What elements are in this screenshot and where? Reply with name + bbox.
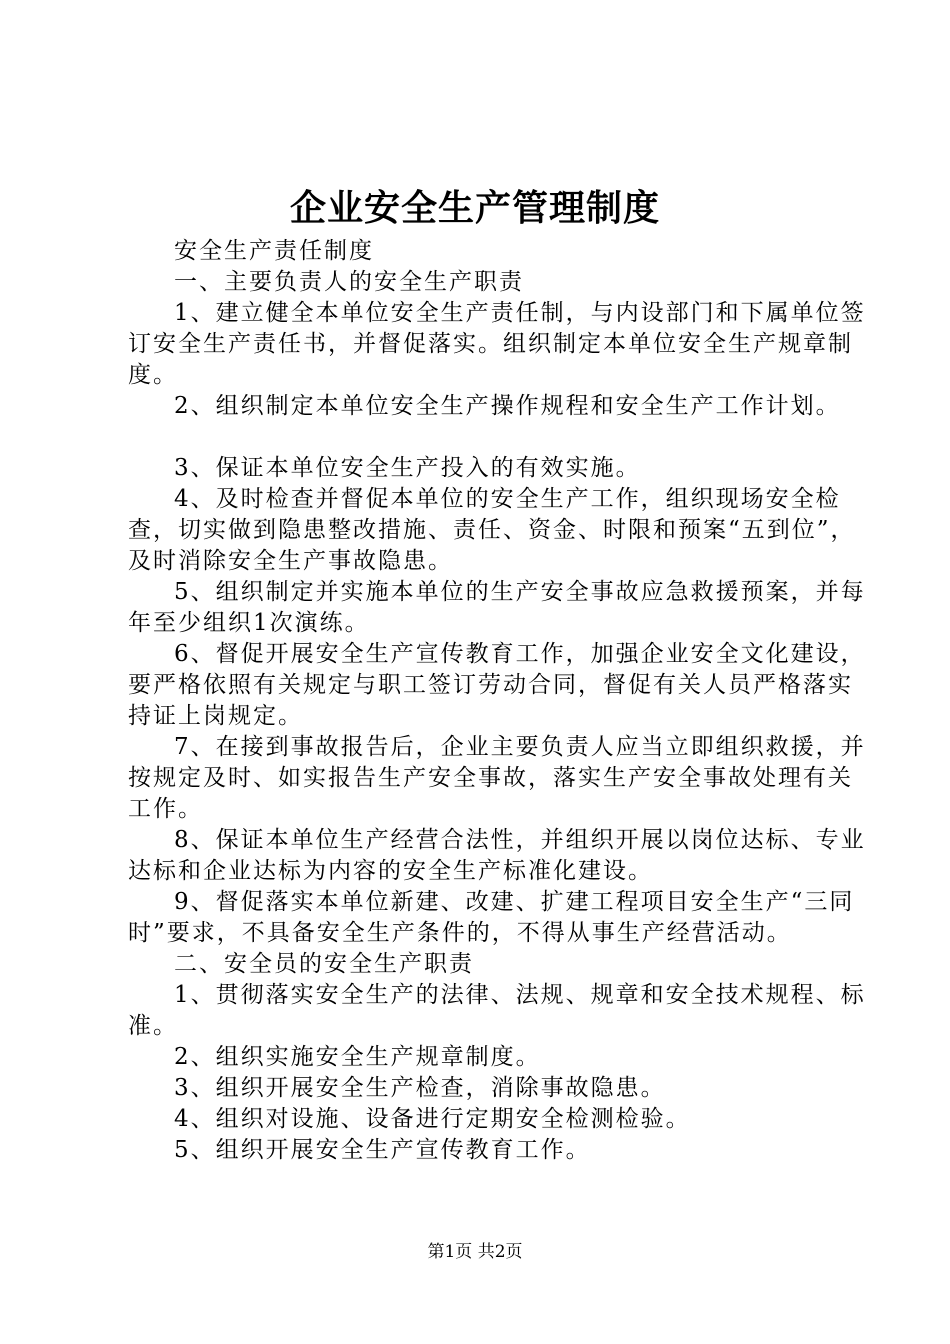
paragraph: 8、保证本单位生产经营合法性，并组织开展以岗位达标、专业达标和企业达标为内容的安全生产标准化建设。	[128, 827, 866, 884]
paragraph: 2、组织实施安全生产规章制度。	[174, 1044, 541, 1070]
paragraph: 5、组织制定并实施本单位的生产安全事故应急救援预案，并每年至少组织1次演练。	[128, 579, 866, 636]
document-title: 企业安全生产管理制度	[289, 187, 660, 229]
paragraph: 1、贯彻落实安全生产的法律、法规、规章和安全技术规程、标准。	[128, 982, 866, 1039]
paragraph: 4、组织对设施、设备进行定期安全检测检验。	[174, 1106, 691, 1132]
paragraph: 7、在接到事故报告后，企业主要负责人应当立即组织救援，并按规定及时、如实报告生产安全事故，落实生产安全事故处理有关工作。	[128, 734, 866, 822]
paragraph: 1、建立健全本单位安全生产责任制，与内设部门和下属单位签订安全生产责任书，并督促落实。组织制定本单位安全生产规章制度。	[128, 300, 866, 388]
section-heading: 安全生产责任制度	[174, 238, 374, 264]
document-body	[128, 236, 868, 1166]
paragraph: 4、及时检查并督促本单位的安全生产工作，组织现场安全检查，切实做到隐患整改措施、责任、资金、时限和预案“五到位”，及时消除安全生产事故隐患。	[128, 486, 856, 574]
paragraph: 3、组织开展安全生产检查，消除事故隐患。	[174, 1075, 666, 1101]
subsection-heading: 二、安全员的安全生产职责	[174, 951, 474, 977]
subsection-heading: 一、主要负责人的安全生产职责	[174, 269, 524, 295]
paragraph: 2、组织制定本单位安全生产操作规程和安全生产工作计划。	[174, 393, 841, 419]
paragraph: 9、督促落实本单位新建、改建、扩建工程项目安全生产“三同时”要求，不具备安全生产条件的，不得从事生产经营活动。	[128, 889, 855, 946]
page-footer: 第1页 共2页	[427, 1242, 523, 1262]
paragraph: 5、组织开展安全生产宣传教育工作。	[174, 1137, 591, 1163]
paragraph: 3、保证本单位安全生产投入的有效实施。	[174, 455, 641, 481]
paragraph: 6、督促开展安全生产宣传教育工作，加强企业安全文化建设，要严格依照有关规定与职工签订劳动合同，督促有关人员严格落实持证上岗规定。	[128, 641, 866, 729]
